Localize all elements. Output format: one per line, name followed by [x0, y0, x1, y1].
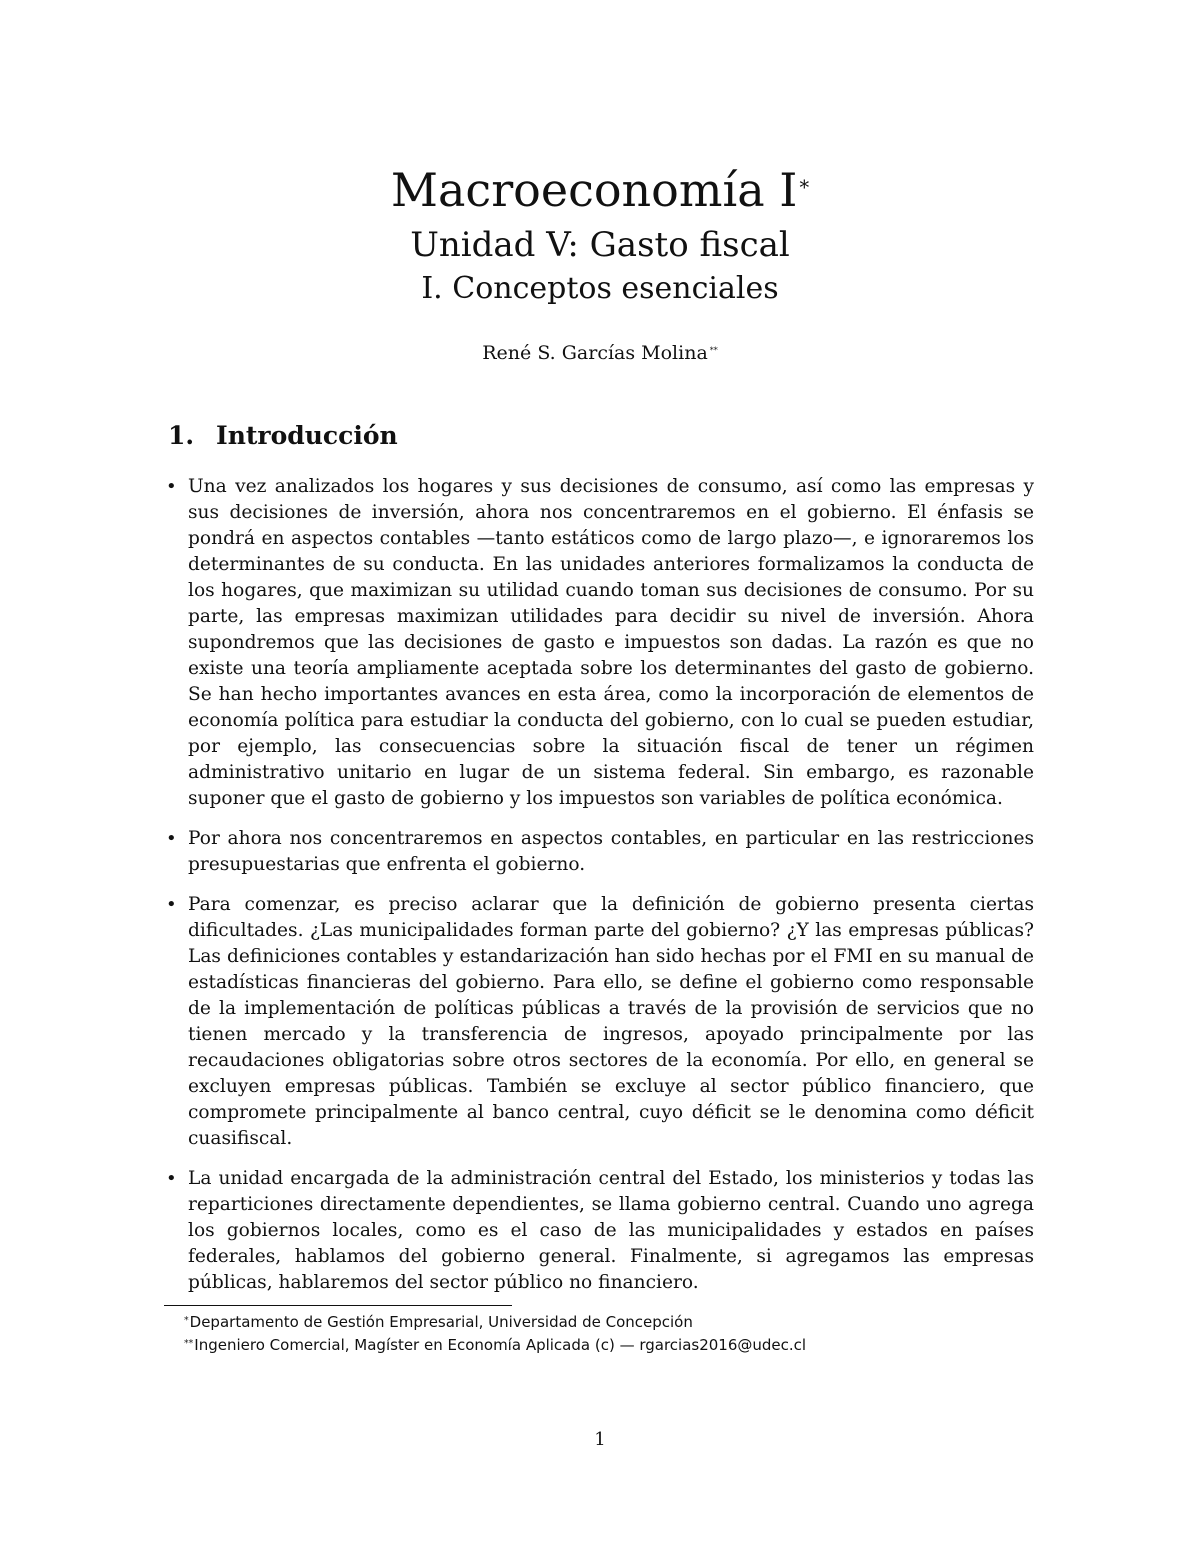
author-footnote-mark: ** — [709, 346, 718, 355]
bullet-item: • Por ahora nos concentraremos en aspectos contables, en particular en las restricciones presupuestarias que enfrenta el gobierno. — [164, 826, 1034, 878]
section-title: Introducción — [216, 421, 398, 450]
footnote-text: Departamento de Gestión Empresarial, Universidad de Concepción — [189, 1313, 693, 1331]
footnote-affiliation — [184, 1311, 1044, 1334]
footnote-author-info — [184, 1334, 1044, 1357]
page-number: 1 — [594, 1429, 606, 1450]
section-number: 1. — [168, 421, 195, 450]
author-name: René S. Garcías Molina — [482, 342, 708, 364]
bullet-list — [164, 474, 1034, 1310]
section-subtitle: I. Conceptos esenciales — [421, 271, 779, 306]
footnote-divider — [164, 1305, 512, 1306]
title-footnote-mark: * — [799, 176, 810, 199]
section-heading — [168, 420, 398, 452]
title-text: Macroeconomía I — [390, 163, 798, 217]
bullet-item: • Una vez analizados los hogares y sus decisiones de consumo, así como las empresas y sus decisiones de inversión, ahora nos concentraremos en el gobierno. El énfasis se pondrá en aspectos contables —tanto estáticos como de largo plazo—, e ignoraremos los determinantes de su conducta. En las unidades anteriores formalizamos la conducta de los hogares, que maximizan su utilidad cuando toman sus decisiones de consumo. Por su parte, las empresas maximizan utilidades para decidir su nivel de inversión. Ahora supondremos que las decisiones de gasto e impuestos son dadas. La razón es que no existe una teoría ampliamente aceptada sobre los determinantes del gasto de gobierno. Se han hecho importantes avances en esta área, como la incorporación de elementos de economía política para estudiar la conducta del gobierno, con lo cual se pueden estudiar, por ejemplo, las consecuencias sobre la situación fiscal de tener un régimen administrativo unitario en lugar de un sistema federal. Sin embargo, es razonable suponer que el gasto de gobierno y los impuestos son variables de política económica. — [164, 474, 1034, 812]
footnotes — [184, 1311, 1044, 1357]
author-line — [0, 340, 1200, 366]
footnote-mark: * — [184, 1315, 189, 1326]
bullet-item: • La unidad encargada de la administración central del Estado, los ministerios y todas las reparticiones directamente dependientes, se llama gobierno central. Cuando uno agrega los gobiernos locales, como es el caso de las municipalidades y estados en países federales, hablamos del gobierno general. Finalmente, si agregamos las empresas públicas, hablaremos del sector público no financiero. — [164, 1166, 1034, 1296]
unit-subtitle: Unidad V: Gasto fiscal — [410, 225, 790, 265]
footnote-text: Ingeniero Comercial, Magíster en Economía Aplicada (c) — rgarcias2016@udec.cl — [194, 1336, 807, 1354]
bullet-item: • Para comenzar, es preciso aclarar que la definición de gobierno presenta ciertas dificultades. ¿Las municipalidades forman parte del gobierno? ¿Y las empresas públicas? Las definiciones contables y estandarización han sido hechas por el FMI en su manual de estadísticas financieras del gobierno. Para ello, se define el gobierno como responsable de la implementación de políticas públicas a través de la provisión de servicios que no tienen mercado y la transferencia de ingresos, apoyado principalmente por las recaudaciones obligatorias sobre otros sectores de la economía. Por ello, en general se excluyen empresas públicas. También se excluye al sector público financiero, que compromete principalmente al banco central, cuyo déficit se le denomina como déficit cuasifiscal. — [164, 892, 1034, 1152]
document-title — [0, 162, 1200, 218]
footnote-mark: ** — [184, 1338, 194, 1349]
